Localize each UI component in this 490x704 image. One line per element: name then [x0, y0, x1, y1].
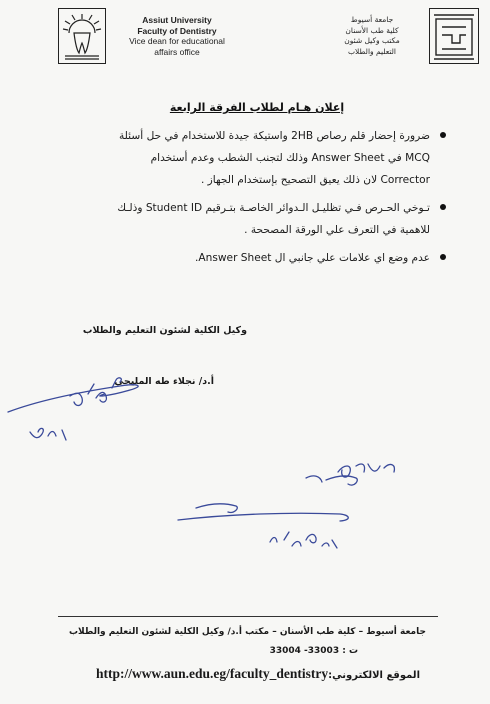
bullet-icon	[440, 132, 446, 138]
list-item-line: Corrector لان ذلك يعيق التصحيح بإستخدام الجهاز .	[200, 174, 430, 186]
faculty-logo	[58, 8, 106, 64]
list-item-line: MCQ في Answer Sheet وذلك لتجنب الشطب وعدم أستخدام	[150, 152, 430, 164]
list-item	[61, 197, 446, 241]
signatory-title: وكيل الكلية لشئون التعليم والطلاب	[82, 325, 247, 336]
announcement-title: إعلان هـام لطلاب الفرقة الرابعة	[169, 101, 345, 114]
list-item-line: عدم وضع اي علامات علي جانبي ال Answer Sheet.	[195, 252, 430, 264]
footer-address: جامعة أسيوط – كلية طب الأسنان – مكتب أ.د/ وكيل الكلية لشئون التعليم والطلاب	[68, 627, 426, 637]
footer-website-label: الموقع الالكتروني:	[328, 670, 420, 681]
footer-website	[96, 666, 420, 682]
list-item	[61, 125, 446, 191]
header-arabic: جامعة أسيوط كلية طب الأسنان مكتب وكيل شئون التعليم والطلاب	[344, 15, 400, 56]
bullet-icon	[440, 204, 446, 210]
list-item-line: للاهمية في التعرف علي الورقة المصححة .	[244, 224, 430, 236]
university-logo	[429, 8, 479, 64]
bullet-icon	[440, 254, 446, 260]
list-item-line: تـوخي الحـرص فـي تظليـل الـدوائر الخاصـة بتـرقيم Student ID وذلـك	[117, 202, 430, 214]
signatory-name: أ.د/ نجلاء طه المليجي	[114, 376, 214, 387]
footer-phone: ت : 33003- 33004	[269, 646, 358, 656]
list-item	[61, 247, 446, 269]
footer-divider	[58, 616, 438, 617]
header-english: Assiut University Faculty of Dentistry Vice dean for educational affairs office	[129, 15, 225, 57]
footer-website-link[interactable]: http://www.aun.edu.eg/faculty_dentistry	[96, 666, 329, 681]
instructions-list	[61, 125, 446, 275]
list-item-line: ضرورة إحضار قلم رصاص 2HB واستيكة جيدة للاستخدام في حل أسئلة	[119, 130, 430, 142]
